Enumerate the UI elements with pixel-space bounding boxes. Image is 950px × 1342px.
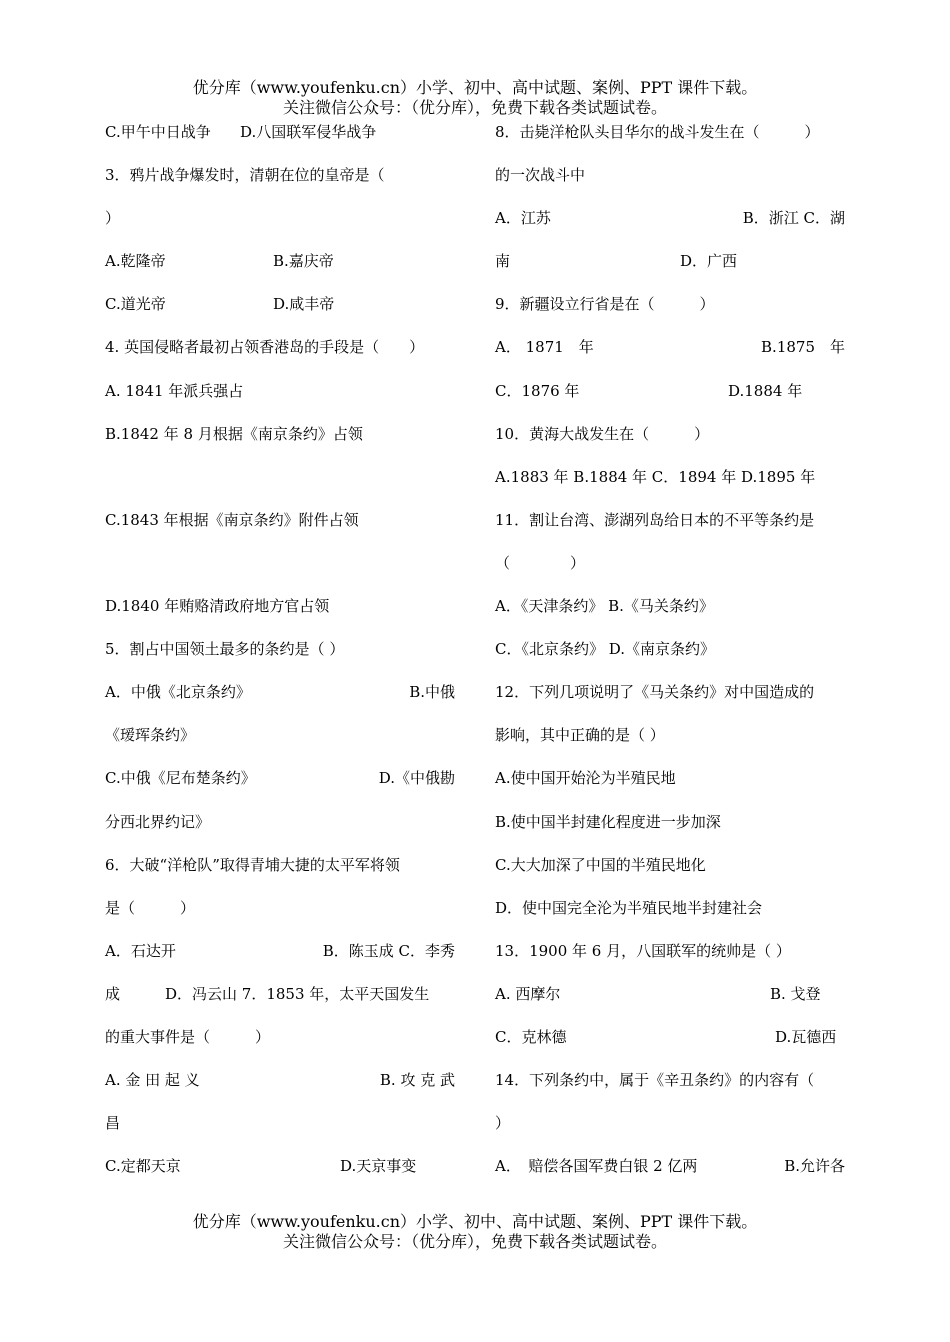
option-d: D．广西	[680, 252, 738, 271]
option-a: A． 赔偿各国军费白银 2 亿两	[495, 1157, 698, 1176]
option-d: D.天京事变	[340, 1157, 417, 1176]
option-d: D.咸丰帝	[273, 295, 335, 314]
option-a: A．中俄《北京条约》	[105, 683, 251, 702]
option-d-cont: 分西北界约记》	[105, 812, 211, 831]
option-c: C．1876 年	[495, 381, 580, 400]
page-footer	[0, 1212, 950, 1252]
question-line	[105, 940, 455, 983]
option-c: C.1843 年根据《南京条约》附件占领	[105, 510, 359, 529]
option-d: D.《中俄勘	[378, 769, 455, 788]
option-b: B.1842 年 8 月根据《南京条约》占领	[105, 424, 363, 443]
option-d: D.八国联军侵华战争	[240, 123, 377, 141]
question-7-stem-cont: 的重大事件是（ ）	[105, 1027, 271, 1046]
question-12-stem: 12．下列几项说明了《马关条约》对中国造成的	[495, 683, 815, 702]
question-12-stem-cont: 影响，其中正确的是（ ）	[495, 726, 665, 745]
question-line	[105, 1155, 455, 1198]
option-c: C.甲午中日战争	[105, 123, 211, 141]
footer-line-2: 关注微信公众号：（优分库），免费下载各类试题试卷。	[282, 1232, 667, 1251]
question-line	[495, 250, 845, 293]
option-b: B.允许各	[784, 1157, 845, 1176]
option-d: D.1840 年贿赂清政府地方官占领	[105, 597, 330, 616]
question-9-stem: 9．新疆设立行省是在（ ）	[495, 295, 715, 314]
option-c: C.定都天京	[105, 1157, 181, 1176]
option-b: B.中俄	[409, 683, 455, 702]
option-c: C.道光帝	[105, 295, 166, 314]
question-11-stem: 11．割让台湾、澎湖列岛给日本的不平等条约是	[495, 510, 815, 529]
question-10-stem: 10．黄海大战发生在（ ）	[495, 424, 710, 443]
question-line	[495, 1155, 845, 1198]
question-10-options: A.1883 年 B.1884 年 C．1894 年 D.1895 年	[495, 467, 816, 486]
option-c: C.大大加深了中国的半殖民地化	[495, 855, 706, 874]
option-b-cont: 昌	[105, 1114, 121, 1133]
page-header	[0, 78, 950, 118]
option-a: A.使中国开始沦为半殖民地	[495, 769, 676, 788]
question-4-stem: 4. 英国侵略者最初占领香港岛的手段是（ ）	[105, 338, 425, 357]
question-line	[105, 250, 455, 293]
question-3-stem-cont: ）	[105, 209, 121, 228]
option-b: B.1875 年	[761, 338, 845, 357]
question-5-stem: 5．割占中国领土最多的条约是（ ）	[105, 640, 345, 659]
option-c: C.中俄《尼布楚条约》	[105, 769, 256, 788]
question-8-stem-cont: 的一次战斗中	[495, 166, 586, 185]
option-b: B．陈玉成 C．李秀	[322, 941, 455, 960]
option-d: D.1884 年	[728, 381, 803, 400]
option-a: A．江苏	[495, 209, 551, 228]
question-13-stem: 13．1900 年 6 月，八国联军的统帅是（ ）	[495, 941, 791, 960]
header-line-1: 优分库（www.youfenku.cn）小学、初中、高中试题、案例、PPT 课件下载。	[192, 78, 758, 97]
option-a: A． 1871 年	[495, 338, 594, 357]
question-11-stem-cont: （ ）	[495, 553, 586, 572]
question-14-stem-cont: ）	[495, 1114, 511, 1133]
question-line	[495, 1026, 845, 1069]
option-b: B．浙江 C．湖	[742, 209, 845, 228]
question-line	[105, 121, 455, 164]
question-line	[495, 336, 845, 379]
blank-line	[105, 466, 455, 509]
option-a: A. 西摩尔	[495, 984, 561, 1003]
option-c-cont: 南	[495, 252, 511, 271]
question-line	[495, 380, 845, 423]
question-6-stem: 6．大破“洋枪队”取得青埔大捷的太平军将领	[105, 855, 400, 874]
question-6-stem-cont: 是（ ）	[105, 898, 196, 917]
option-b: B.使中国半封建化程度进一步加深	[495, 812, 721, 831]
option-b-cont: 《瑷珲条约》	[105, 726, 196, 745]
question-11-options-cd: C．《北京条约》 D.《南京条约》	[495, 640, 716, 659]
right-column	[495, 121, 845, 1198]
question-7-stem: 成 D．冯云山 7．1853 年，太平天国发生	[105, 984, 430, 1003]
option-a: A. 金 田 起 义	[105, 1071, 200, 1090]
option-b: B. 攻 克 武	[379, 1071, 455, 1090]
question-8-stem: 8．击毙洋枪队头目华尔的战斗发生在（ ）	[495, 123, 820, 141]
question-line	[495, 983, 845, 1026]
option-b: B.嘉庆帝	[273, 252, 334, 271]
question-line	[105, 293, 455, 336]
option-c: C．克林德	[495, 1027, 567, 1046]
option-a: A．石达开	[105, 941, 176, 960]
question-line	[105, 1069, 455, 1112]
option-a: A. 1841 年派兵强占	[105, 381, 244, 400]
option-d: D.瓦德西	[775, 1027, 837, 1046]
question-3-stem: 3．鸦片战争爆发时，清朝在位的皇帝是（	[105, 166, 385, 185]
question-line	[105, 767, 455, 810]
question-14-stem: 14．下列条约中，属于《辛丑条约》的内容有（	[495, 1071, 815, 1090]
option-a: A.乾隆帝	[105, 252, 166, 271]
footer-line-1: 优分库（www.youfenku.cn）小学、初中、高中试题、案例、PPT 课件下载。	[192, 1212, 758, 1231]
question-11-options-ab: A．《天津条约》 B.《马关条约》	[495, 597, 714, 616]
option-b: B. 戈登	[770, 984, 821, 1003]
question-line	[105, 681, 455, 724]
left-column	[105, 121, 455, 1198]
question-line	[495, 207, 845, 250]
option-d: D．使中国完全沦为半殖民地半封建社会	[495, 898, 763, 917]
blank-line	[105, 552, 455, 595]
header-line-2: 关注微信公众号：（优分库），免费下载各类试题试卷。	[282, 98, 667, 117]
